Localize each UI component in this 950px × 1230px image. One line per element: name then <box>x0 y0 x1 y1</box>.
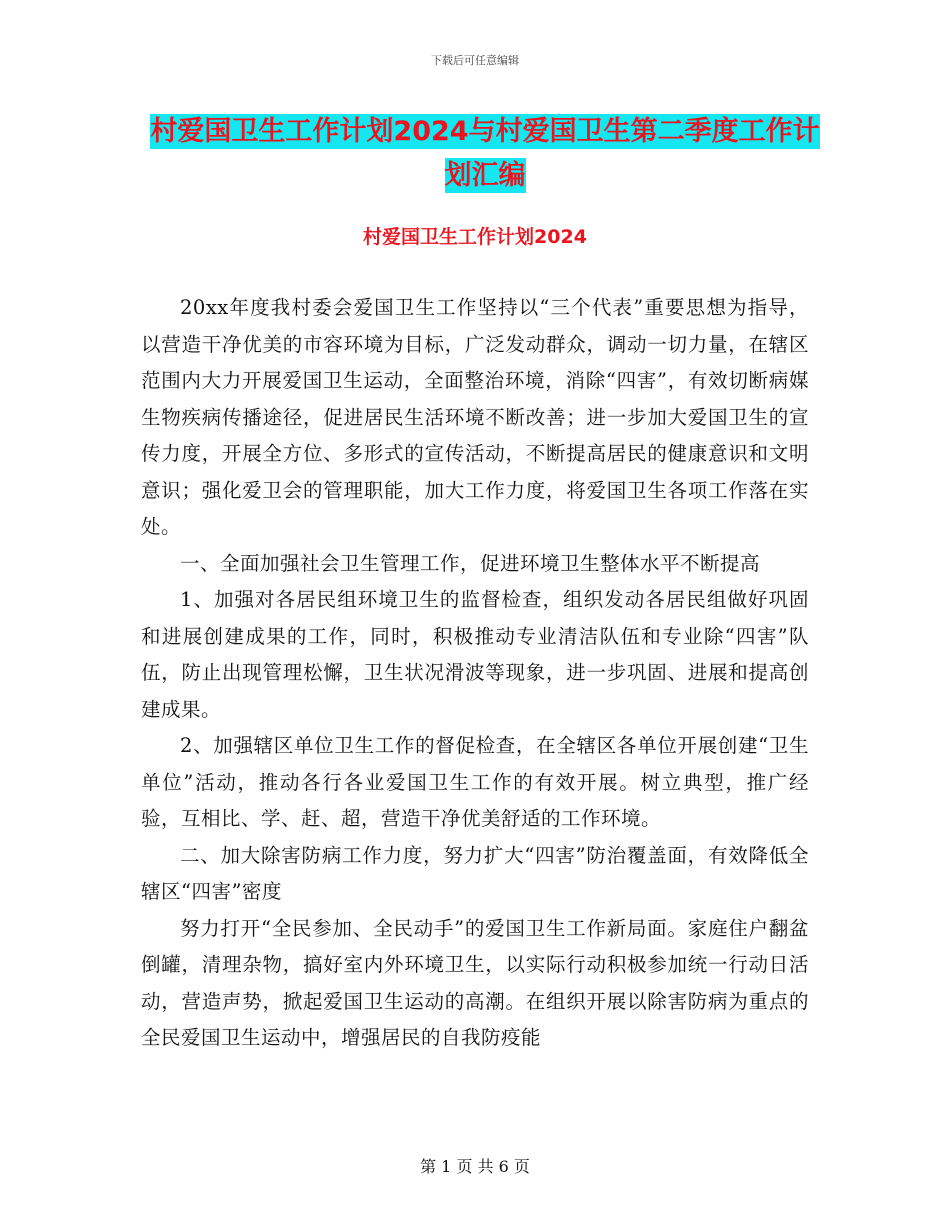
paragraph-heading-1: 一、全面加强社会卫生管理工作，促进环境卫生整体水平不断提高 <box>180 551 761 575</box>
section-title: 村爱国卫生工作计划2024 <box>363 226 587 248</box>
document-title <box>140 110 830 198</box>
paragraph-item-1: 1、加强对各居民组环境卫生的监督检查，组织发动各居民组做好巩固和进展创建成果的工作，同时，积极推动专业清洁队伍和专业除“四害”队伍，防止出现管理松懈，卫生状况滑波等现象，进一步巩固、进展和提高创建成果。 <box>141 588 809 721</box>
paragraph-heading-2: 二、加大除害防病工作力度，努力扩大“四害”防治覆盖面，有效降低全辖区“四害”密度 <box>141 843 809 903</box>
page-footer: 第 1 页 共 6 页 <box>420 1157 530 1176</box>
paragraph-item-2: 2、加强辖区单位卫生工作的督促检查，在全辖区各单位开展创建“卫生单位”活动，推动各行各业爱国卫生工作的有效开展。树立典型，推广经验，互相比、学、赶、超，营造干净优美舒适的工作环境。 <box>141 734 809 830</box>
paragraph-body-2: 努力打开“全民参加、全民动手”的爱国卫生工作新局面。家庭住户翻盆倒罐，清理杂物，搞好室内外环境卫生，以实际行动积极参加统一行动日活动，营造声势，掀起爱国卫生运动的高潮。在组织开展以除害防病为重点的全民爱国卫生运动中，增强居民的自我防疫能 <box>141 916 809 1049</box>
header-note: 下载后可任意编辑 <box>431 54 519 67</box>
document-body <box>141 290 809 1057</box>
document-title-text: 村爱国卫生工作计划2024与村爱国卫生第二季度工作计划汇编 <box>150 116 820 191</box>
paragraph-intro: 20xx年度我村委会爱国卫生工作坚持以“三个代表”重要思想为指导，以营造干净优美的市容环境为目标，广泛发动群众，调动一切力量，在辖区范围内大力开展爱国卫生运动，全面整治环境，消除“四害”，有效切断病媒生物疾病传播途径，促进居民生活环境不断改善；进一步加大爱国卫生的宣传力度，开展全方位、多形式的宣传活动，不断提高居民的健康意识和文明意识；强化爱卫会的管理职能，加大工作力度，将爱国卫生各项工作落在实处。 <box>141 296 809 538</box>
